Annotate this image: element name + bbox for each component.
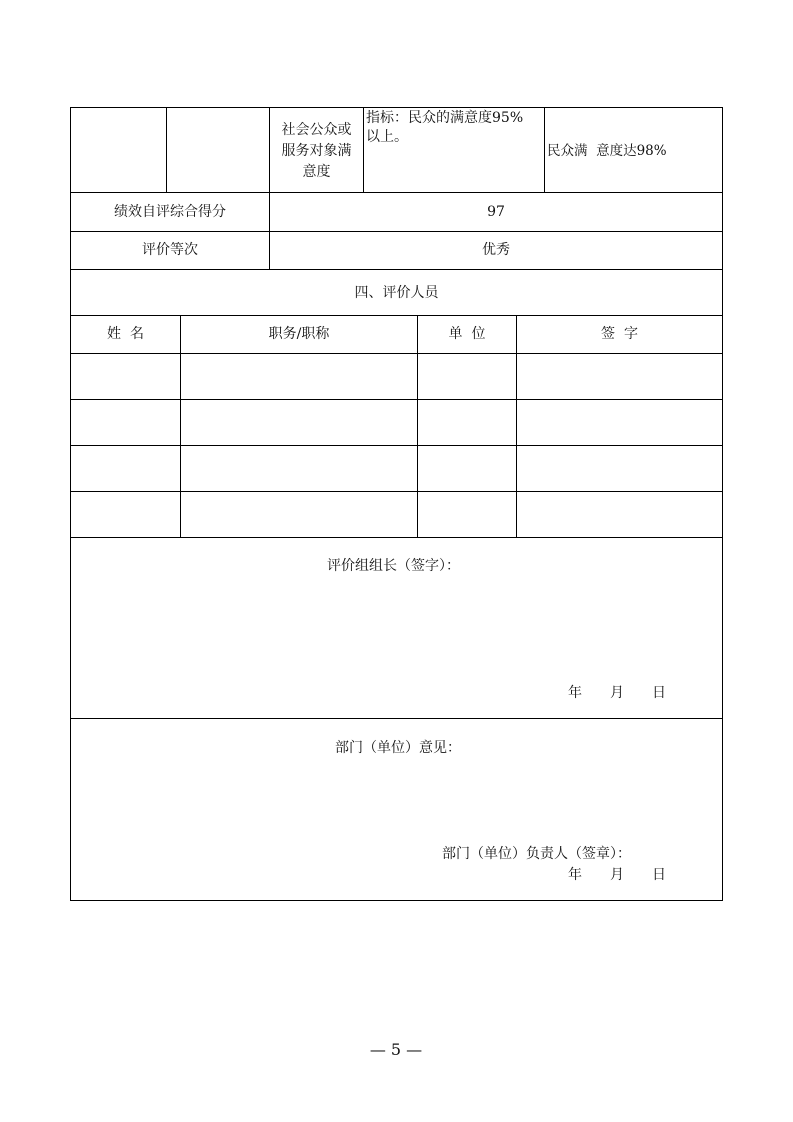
indicator-name-line2: 服务对象满	[281, 143, 352, 159]
header-name: 姓 名	[107, 326, 144, 342]
table-border-bottom	[70, 900, 723, 901]
score-label: 绩效自评综合得分	[114, 204, 226, 220]
leader-signature-label: 评价组组长（签字）：	[327, 558, 460, 574]
leader-date-year: 年	[568, 685, 582, 701]
indicator-target-line2: 以上。	[366, 129, 408, 145]
col-divider	[363, 107, 364, 193]
page-number: — 5 —	[369, 1040, 423, 1059]
dept-opinion-label: 部门（单位）意见：	[335, 740, 461, 756]
table-row	[71, 492, 722, 537]
header-signature: 签 字	[601, 326, 638, 342]
row-divider	[70, 315, 723, 316]
table-row	[71, 446, 722, 491]
leader-date-month: 月	[610, 685, 624, 701]
row-divider	[70, 269, 723, 270]
table-border-right	[722, 107, 723, 901]
table-border-top	[70, 107, 723, 108]
dept-date-year: 年	[568, 867, 582, 883]
table-row	[71, 400, 722, 445]
header-unit: 单 位	[448, 326, 486, 342]
row-divider	[70, 718, 723, 719]
col-divider	[544, 107, 545, 193]
indicator-target-line1: 指标：民众的满意度95%	[366, 110, 524, 126]
grade-value: 优秀	[482, 242, 510, 258]
dept-date-day: 日	[652, 867, 666, 883]
dept-date-month: 月	[610, 867, 624, 883]
indicator-name-line1: 社会公众或	[281, 122, 352, 138]
section-title: 四、评价人员	[354, 285, 439, 301]
row-divider	[70, 192, 723, 193]
col-divider	[166, 107, 167, 193]
header-title: 职务/职称	[268, 326, 330, 342]
row-divider	[70, 231, 723, 232]
row-divider	[70, 537, 723, 538]
indicator-actual: 民众满 意度达98%	[547, 143, 667, 159]
indicator-name-line3: 意度	[302, 164, 331, 180]
grade-label: 评价等次	[142, 242, 198, 258]
score-value: 97	[487, 204, 505, 220]
table-row	[71, 354, 722, 399]
dept-responsible-label: 部门（单位）负责人（签章）：	[442, 846, 631, 862]
leader-date-day: 日	[652, 685, 666, 701]
